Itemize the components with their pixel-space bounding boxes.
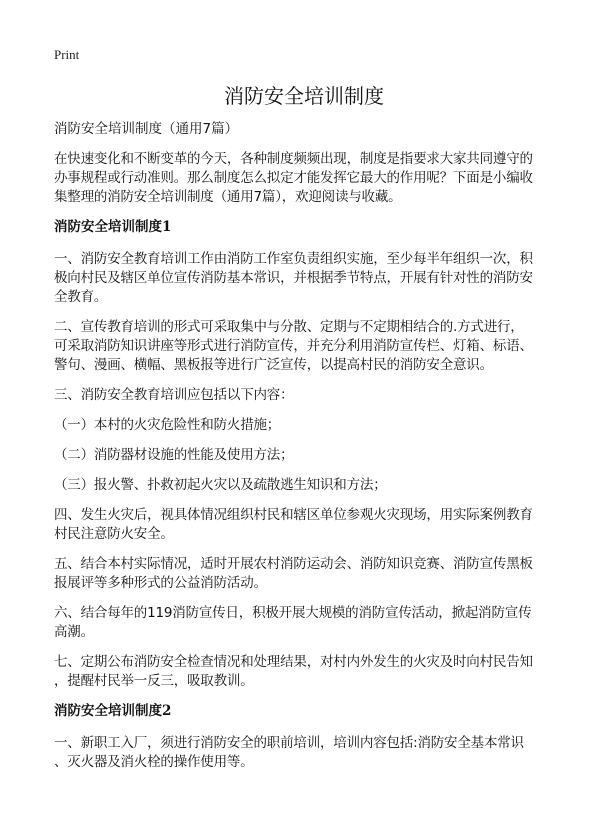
text-line: 三、消防安全教育培训应包括以下内容： [54,387,294,403]
text-line: 、灭火器及消火栓的操作使用等。 [54,754,254,770]
section-paragraph [54,416,554,435]
section-paragraph [54,653,554,691]
section-heading: 消防安全培训制度1 [54,219,172,235]
text-line: 集整理的消防安全培训制度（通用7篇），欢迎阅读与收藏。 [54,189,402,205]
section-paragraph [54,386,554,405]
text-line: 全教育。 [54,289,108,305]
text-line: 办事规程或行动准则。那么制度怎么拟定才能发挥它最大的作用呢？下面是小编收 [54,170,533,186]
text-line: 警句、漫画、横幅、黑板报等进行广泛宣传，以提高村民的消防安全意识。 [54,357,493,373]
text-line: （三）报火警、扑救初起火灾以及疏散逃生知识和方法； [54,477,387,493]
text-line: 一、新职工入厂，须进行消防安全的职前培训，培训内容包括:消防安全基本常识 [54,735,524,751]
document-body [54,120,554,783]
text-line: 可采取消防知识讲座等形式进行消防宣传，并充分利用消防宣传栏、灯箱、标语、 [54,338,533,354]
section-paragraph [54,250,554,307]
text-line: 报展评等多种形式的公益消防活动。 [54,575,267,591]
section-paragraph [54,555,554,593]
page-title: 消防安全培训制度 [224,84,384,108]
text-line: 村民注意防火安全。 [54,526,174,542]
text-line: 在快速变化和不断变革的今天，各种制度频频出现，制度是指要求大家共同遵守的 [54,151,533,167]
section-paragraph [54,476,554,495]
text-line: 七、定期公布消防安全检查情况和处理结果，对村内外发生的火灾及时向村民告知 [54,654,533,670]
text-line: 四、发生火灾后，视具体情况组织村民和辖区单位参观火灾现场，用实际案例教育 [54,507,533,523]
print-link[interactable]: Print [54,47,80,62]
section-paragraph [54,604,554,642]
section-heading: 消防安全培训制度2 [54,703,172,719]
document-subtitle: 消防安全培训制度（通用7篇） [54,121,239,137]
text-line: ，提醒村民举一反三，吸取教训。 [54,673,254,689]
text-line: 五、结合本村实际情况，适时开展农村消防运动会、消防知识竞赛、消防宣传黑板 [54,556,533,572]
text-line: 高潮。 [54,624,94,640]
text-line: 一、消防安全教育培训工作由消防工作室负责组织实施，至少每半年组织一次，积 [54,251,533,267]
section-paragraph [54,734,554,772]
text-line: 极向村民及辖区单位宣传消防基本常识，并根据季节特点，开展有针对性的消防安 [54,270,533,286]
text-line: 二、宣传教育培训的形式可采取集中与分散、定期与不定期相结合的.方式进行， [54,319,524,335]
text-line: （二）消防器材设施的性能及使用方法； [54,447,294,463]
section-paragraph [54,446,554,465]
text-line: （一）本村的火灾危险性和防火措施； [54,417,281,433]
section-paragraph [54,318,554,375]
intro-paragraph [54,150,554,207]
text-line: 六、结合每年的119消防宣传日，积极开展大规模的消防宣传活动，掀起消防宣传 [54,605,532,621]
section-paragraph [54,506,554,544]
